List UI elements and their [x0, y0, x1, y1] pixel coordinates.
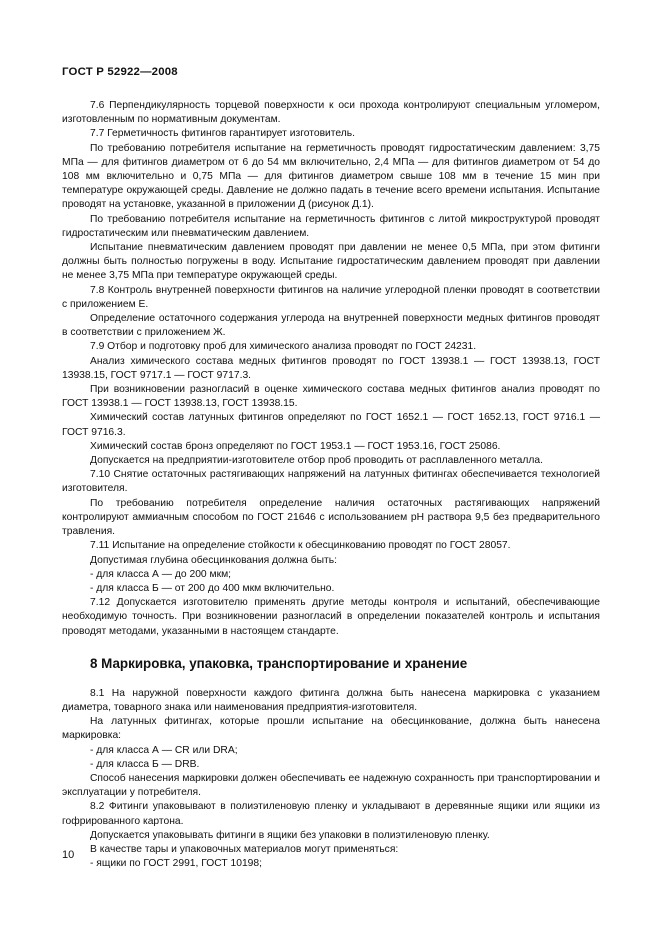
paragraph: Способ нанесения маркировки должен обеспечивать ее надежную сохранность при транспортировании и эксплуатации у потребителя. [62, 772, 600, 799]
paragraph: Испытание пневматическим давлением проводят при давлении не менее 0,5 МПа, при этом фитинги должны быть полностью погружены в воду. Испытание гидростатическим давлением проводят при давлении не менее 3,75 МПа при температуре окружающей среды. [62, 242, 600, 282]
paragraph: Допустимая глубина обесцинкования должна быть: [90, 554, 337, 566]
paragraph: По требованию потребителя испытание на герметичность проводят гидростатическим давлением: 3,75 МПа — для фитингов диаметром от 6 до 54 мм включительно, 2,4 МПа — для фитингов диаметром от 54 до 108 мм включительно и 0,75 МПа — для фитингов диаметром свыше 108 мм в течение 15 мин при температуре окружающей среды. Давление не должно падать в течение всего времени испытания. Испытание проводят на установке, указанной в приложении Д (рисунок Д.1). [62, 142, 600, 211]
list-item: - для класса А — до 200 мкм; [90, 568, 232, 580]
paragraph: Химический состав латунных фитингов определяют по ГОСТ 1652.1 — ГОСТ 1652.13, ГОСТ 9716.1 — ГОСТ 9716.3. [62, 412, 600, 438]
page-number: 10 [62, 849, 75, 861]
paragraph: В качестве тары и упаковочных материалов могут применяться: [90, 843, 399, 855]
paragraph: По требованию потребителя определение наличия остаточных растягивающих напряжений контролируют аммиачным способом по ГОСТ 21646 с использованием pH раствора 9,5 без предварительного травления. [62, 497, 600, 538]
paragraph: 7.8 Контроль внутренней поверхности фитингов на наличие углеродной пленки проводят в соответствии с приложением Е. [62, 284, 600, 310]
list-item: - ящики по ГОСТ 2991, ГОСТ 10198; [90, 858, 262, 870]
document-header: ГОСТ Р 52922—2008 [62, 66, 178, 78]
paragraph: При возникновении разногласий в оценке химического состава медных фитингов анализ проводят по ГОСТ 13938.1 — ГОСТ 13938.13, ГОСТ 13938.15. [62, 384, 600, 410]
paragraph: 7.6 Перпендикулярность торцевой поверхности к оси прохода контролируют специальным угломером, изготовленным по нормативным документам. [62, 100, 600, 126]
paragraph: 7.9 Отбор и подготовку проб для химического анализа проводят по ГОСТ 24231. [90, 341, 477, 353]
paragraph: 7.12 Допускается изготовителю применять другие методы контроля и испытаний, обеспечивающие необходимую точность. При возникновении разногласий в определении показателей контроль и испытания проводят методами, указанными в настоящем стандарте. [62, 597, 600, 637]
paragraph: 8.2 Фитинги упаковывают в полиэтиленовую пленку и укладывают в деревянные ящики или ящики из гофрированного картона. [62, 801, 600, 827]
list-item: - для класса Б — DRB. [90, 758, 200, 770]
paragraph: 7.7 Герметичность фитингов гарантирует изготовитель. [90, 128, 356, 140]
list-item: - для класса Б — от 200 до 400 мкм включительно. [90, 582, 335, 594]
paragraph: 7.10 Снятие остаточных растягивающих напряжений на латунных фитингах обеспечивается технологией изготовителя. [62, 469, 600, 495]
paragraph: Определение остаточного содержания углерода на внутренней поверхности медных фитингов проводят в соответствии с приложением Ж. [62, 313, 600, 339]
paragraph: Анализ химического состава медных фитингов проводят по ГОСТ 13938.1 — ГОСТ 13938.13, ГОСТ 13938.15, ГОСТ 9717.1 — ГОСТ 9717.3. [62, 355, 600, 381]
section-heading: 8 Маркировка, упаковка, транспортирование и хранение [90, 655, 468, 671]
paragraph: По требованию потребителя испытание на герметичность фитингов с литой микроструктурой проводят гидростатическим или пневматическим давлением. [62, 213, 600, 239]
paragraph: 7.11 Испытание на определение стойкости к обесцинкованию проводят по ГОСТ 28057. [90, 540, 511, 552]
paragraph: Допускается упаковывать фитинги в ящики без упаковки в полиэтиленовую пленку. [90, 829, 490, 841]
paragraph: Допускается на предприятии-изготовителе отбор проб проводить от расплавленного металла. [90, 455, 543, 467]
paragraph: На латунных фитингах, которые прошли испытание на обесцинкование, должна быть нанесена маркировка: [62, 716, 600, 742]
document-body [62, 99, 600, 871]
paragraph: 8.1 На наружной поверхности каждого фитинга должна быть нанесена маркировка с указанием диаметра, товарного знака или наименования предприятия-изготовителя. [62, 687, 600, 713]
paragraph: Химический состав бронз определяют по ГОСТ 1953.1 — ГОСТ 1953.16, ГОСТ 25086. [90, 440, 501, 452]
list-item: - для класса А — CR или DRA; [90, 744, 238, 756]
